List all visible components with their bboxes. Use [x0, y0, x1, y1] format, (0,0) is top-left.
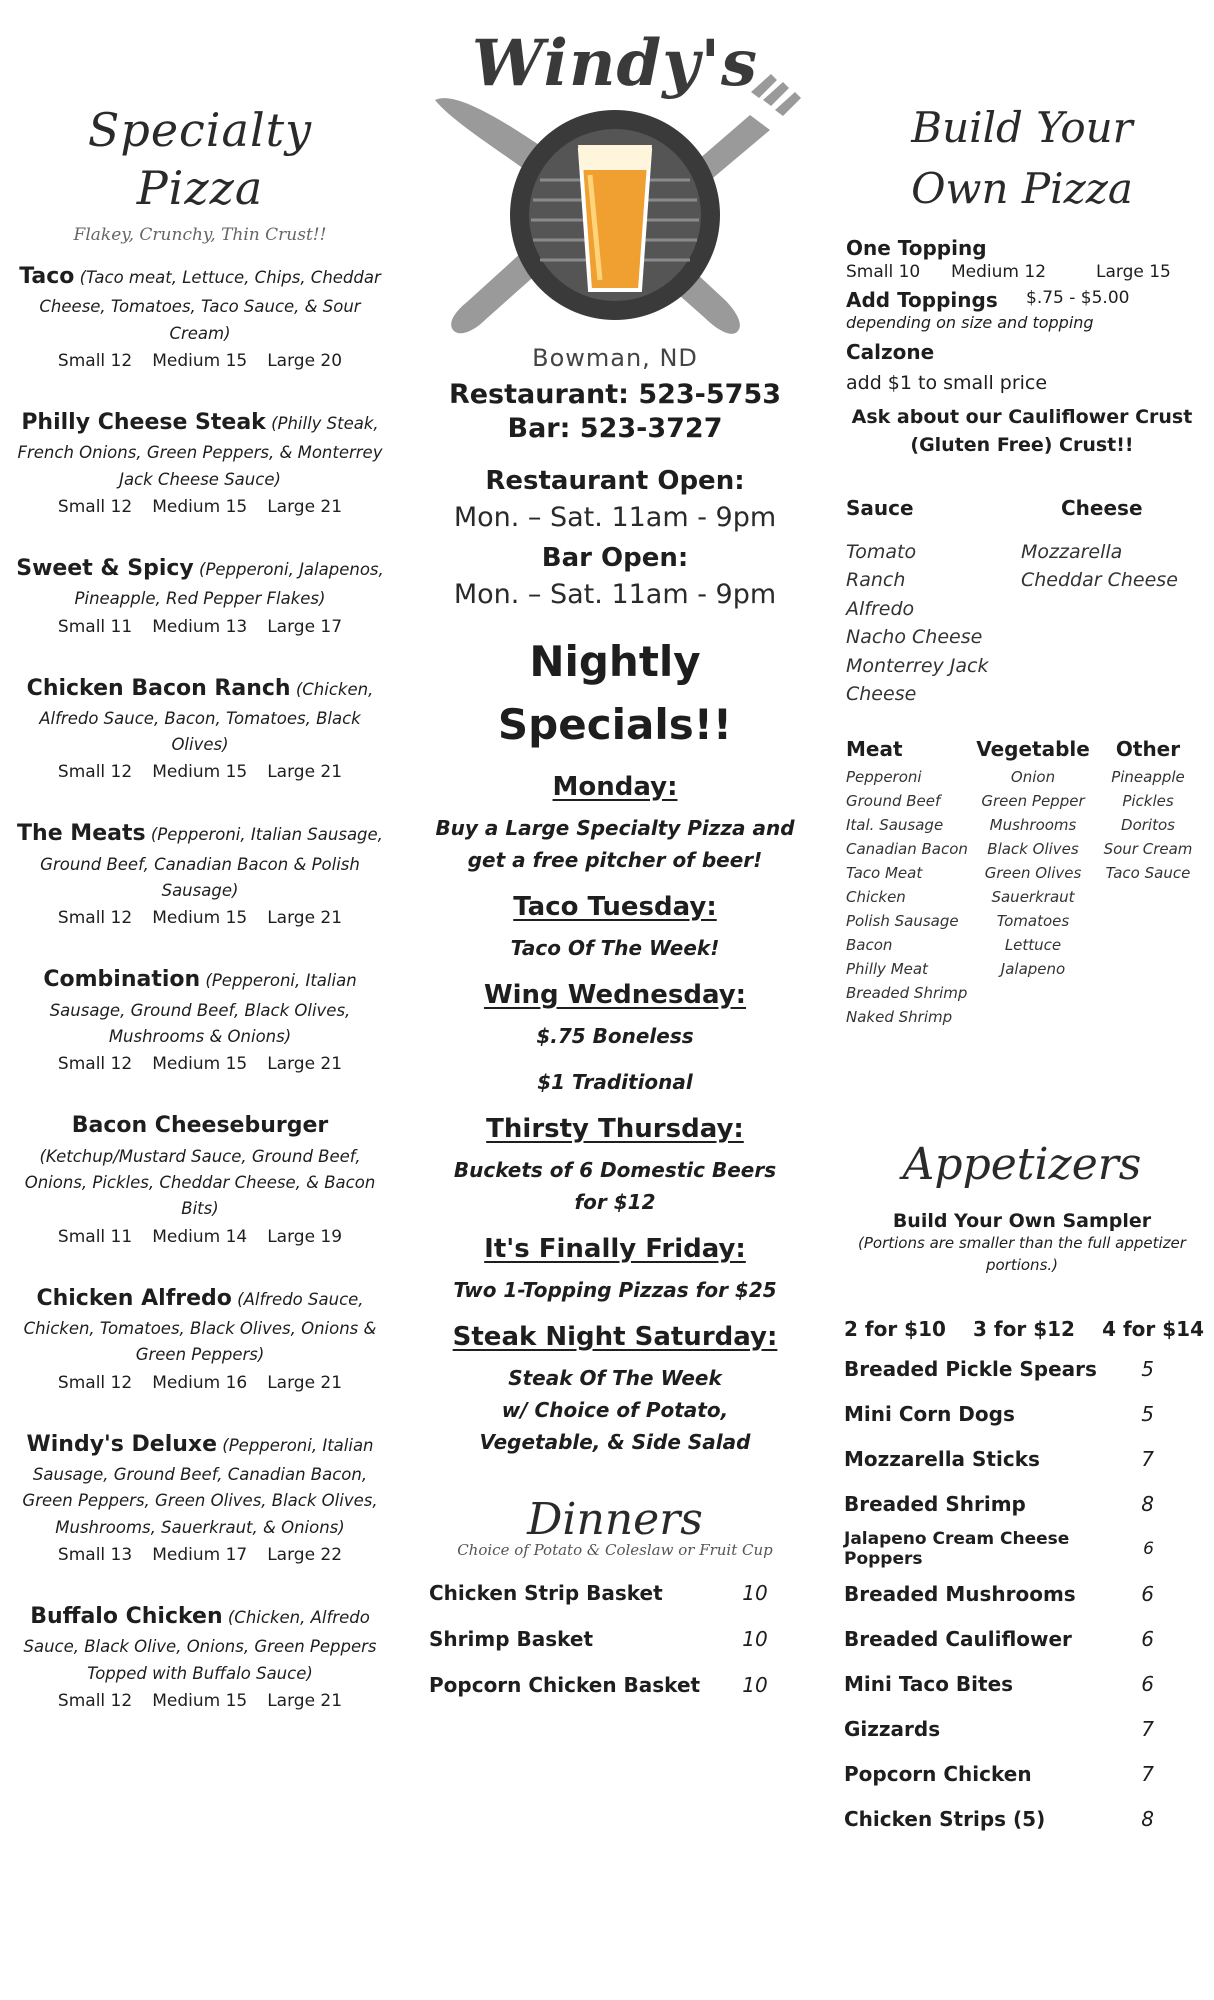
restaurant-hours-heading: Restaurant Open: [485, 465, 745, 496]
logo-name: Windy's [471, 26, 759, 101]
price-large: Large 21 [267, 1691, 343, 1712]
cauliflower-crust-note: Ask about our Cauliflower Crust (Gluten Free) Crust!! [851, 405, 1193, 457]
sauce-item: Monterrey Jack Cheese [846, 654, 989, 706]
appetizer-name: Popcorn Chicken [844, 1762, 1032, 1787]
vegetable-item: Jalapeno [1000, 959, 1066, 978]
price-large: Large 22 [267, 1545, 343, 1566]
special-day [415, 772, 815, 876]
price-medium: Medium 15 [152, 762, 248, 783]
dinner-name: Popcorn Chicken Basket [429, 1672, 701, 1697]
dinner-item [429, 1627, 785, 1651]
special-heading: Monday: [552, 771, 678, 802]
dinner-list [415, 1581, 815, 1697]
price-medium: Medium 15 [152, 1054, 248, 1075]
other-item: Taco Sauce [1105, 863, 1191, 882]
pizza-name: Buffalo Chicken [30, 1604, 223, 1630]
appetizer-price: 8 [1141, 1807, 1154, 1832]
pizza-prices [14, 497, 386, 517]
appetizer-name: Breaded Pickle Spears [844, 1357, 1097, 1382]
cheese-item: Cheddar Cheese [1021, 569, 1178, 592]
dinners-title: Dinners [527, 1493, 703, 1545]
sauce-item: Ranch [846, 569, 906, 592]
appetizer-item [830, 1347, 1214, 1392]
logo [415, 0, 815, 340]
cheese-item: Mozzarella [1021, 540, 1123, 563]
other-item: Doritos [1121, 815, 1175, 834]
price-small: Small 11 [57, 616, 133, 637]
sampler-heading: Build Your Own Sampler [892, 1209, 1152, 1232]
restaurant-phone: Restaurant: 523-5753 [448, 379, 782, 410]
appetizer-name: Chicken Strips (5) [844, 1807, 1046, 1832]
special-line: Buckets of 6 Domestic Beers [453, 1157, 777, 1182]
appetizer-name: Jalapeno Cream Cheese Poppers [844, 1529, 1070, 1570]
size-large: Large 15 [1096, 261, 1171, 282]
price-large: Large 21 [267, 1372, 343, 1393]
special-line: for $12 [574, 1189, 656, 1214]
calzone-heading: Calzone [846, 340, 935, 365]
special-text [415, 932, 815, 964]
specialty-title: Specialty Pizza [87, 103, 313, 215]
size-small: Small 10 [846, 261, 921, 282]
special-day [415, 892, 815, 964]
price-small: Small 12 [57, 1691, 133, 1712]
beer-glass-icon [578, 145, 652, 290]
dinner-item [429, 1581, 785, 1605]
dinner-price: 10 [742, 1626, 768, 1651]
meat-item: Taco Meat [846, 863, 923, 882]
dinners-note: Choice of Potato & Coleslaw or Fruit Cup [457, 1540, 773, 1559]
special-text [415, 812, 815, 876]
appetizer-name: Breaded Shrimp [844, 1492, 1026, 1517]
meat-list [846, 765, 968, 1029]
special-line: Two 1-Topping Pizzas for $25 [453, 1277, 777, 1302]
sauce-cheese-section [830, 496, 1214, 709]
restaurant-hours: Mon. – Sat. 11am - 9pm [453, 501, 777, 533]
pizza-item [0, 259, 400, 371]
price-medium: Medium 13 [152, 616, 248, 637]
price-medium: Medium 16 [152, 1372, 248, 1393]
appetizer-price: 6 [1143, 1539, 1154, 1560]
price-medium: Medium 14 [152, 1226, 248, 1247]
calzone-note: add $1 to small price [846, 372, 1048, 395]
price-large: Large 21 [267, 1054, 343, 1075]
special-line: Taco Of The Week! [510, 935, 720, 960]
pizza-prices [14, 1227, 386, 1247]
price-medium: Medium 15 [152, 350, 248, 371]
appetizer-price: 7 [1141, 1762, 1154, 1787]
dinner-price: 10 [742, 1672, 768, 1697]
appetizer-price: 6 [1141, 1672, 1154, 1697]
pizza-item [0, 1281, 400, 1393]
cheese-list [1021, 538, 1178, 595]
toppings-section [830, 737, 1214, 1029]
size-medium: Medium 12 [951, 261, 1047, 282]
pizza-name: Philly Cheese Steak [21, 409, 266, 435]
price-small: Small 12 [57, 350, 133, 371]
meat-item: Breaded Shrimp [846, 983, 968, 1002]
dinner-name: Chicken Strip Basket [429, 1580, 663, 1605]
deal-4: 4 for $14 [1102, 1316, 1204, 1341]
special-heading: Thirsty Thursday: [486, 1113, 744, 1144]
pizza-item [0, 962, 400, 1074]
meat-heading: Meat [846, 736, 903, 761]
special-line: Vegetable, & Side Salad [479, 1429, 751, 1454]
price-large: Large 21 [267, 908, 343, 929]
meat-item: Ground Beef [846, 791, 941, 810]
vegetable-item: Green Olives [984, 863, 1082, 882]
pizza-prices [14, 762, 386, 782]
special-text [415, 1274, 815, 1306]
pizza-description: (Pepperoni, Italian Sausage, Ground Beef, Black Olives, Mushrooms & Onions) [49, 971, 357, 1047]
appetizer-item [830, 1437, 1214, 1482]
cheese-column [1021, 496, 1178, 709]
center-section [415, 0, 815, 1697]
pizza-item [0, 1599, 400, 1711]
price-large: Large 21 [267, 762, 343, 783]
special-line: get a free pitcher of beer! [467, 847, 763, 872]
vegetable-item: Tomatoes [996, 911, 1070, 930]
pizza-description: (Pepperoni, Italian Sausage, Ground Beef, Canadian Bacon, Green Peppers, Green Olives, Black Olives, Mushrooms, Sauerkraut, & Onions) [22, 1435, 378, 1537]
other-item: Pineapple [1111, 767, 1185, 786]
special-day [415, 1322, 815, 1458]
pizza-description: (Pepperoni, Italian Sausage, Ground Beef, Canadian Bacon & Polish Sausage) [40, 825, 383, 901]
special-line: Steak Of The Week [508, 1365, 722, 1390]
pizza-description-block [14, 1108, 386, 1222]
add-toppings-price: $.75 - $5.00 [1026, 287, 1130, 308]
appetizer-price: 6 [1141, 1627, 1154, 1652]
pizza-prices [14, 351, 386, 371]
pizza-name: Taco [19, 264, 75, 289]
appetizer-price: 8 [1141, 1492, 1154, 1517]
special-line: Buy a Large Specialty Pizza and [435, 815, 795, 840]
vegetable-item: Onion [1010, 767, 1056, 786]
pizza-item [0, 1427, 400, 1565]
meat-column [846, 737, 968, 1029]
pizza-prices [14, 617, 386, 637]
pizza-prices [14, 1373, 386, 1393]
meat-item: Bacon [846, 935, 893, 954]
pizza-prices [14, 1054, 386, 1074]
appetizer-name: Mini Taco Bites [844, 1672, 1014, 1697]
special-day [415, 1114, 815, 1218]
price-large: Large 19 [267, 1226, 343, 1247]
vegetable-heading: Vegetable [976, 736, 1090, 761]
appetizer-item [830, 1392, 1214, 1437]
appetizer-name: Breaded Cauliflower [844, 1627, 1072, 1652]
one-topping-sizes [830, 262, 1214, 282]
sauce-heading: Sauce [846, 495, 914, 520]
appetizers-title: Appetizers [902, 1138, 1142, 1190]
meat-item: Pepperoni [846, 767, 922, 786]
right-section [830, 0, 1214, 1842]
other-list [1098, 765, 1198, 885]
pizza-prices [14, 908, 386, 928]
bar-hours-heading: Bar Open: [541, 542, 689, 573]
contact-info [415, 378, 815, 446]
dinner-price: 10 [742, 1580, 768, 1605]
pizza-description-block [14, 551, 386, 613]
pizza-description-block [14, 962, 386, 1050]
price-medium: Medium 15 [152, 496, 248, 517]
appetizer-item [830, 1527, 1214, 1572]
special-text [415, 1154, 815, 1218]
meat-item: Canadian Bacon [846, 839, 968, 858]
pizza-item [0, 405, 400, 517]
appetizer-item [830, 1707, 1214, 1752]
pizza-prices [14, 1545, 386, 1565]
meat-item: Naked Shrimp [846, 1007, 953, 1026]
pizza-item [0, 816, 400, 928]
price-large: Large 17 [267, 616, 343, 637]
price-medium: Medium 17 [152, 1545, 248, 1566]
pizza-list [0, 259, 400, 1711]
special-line: $1 Traditional [537, 1069, 693, 1094]
one-topping-heading: One Topping [846, 235, 987, 260]
add-toppings-heading: Add Toppings [846, 287, 998, 312]
dinner-name: Shrimp Basket [429, 1626, 594, 1651]
pizza-description: (Chicken, Alfredo Sauce, Bacon, Tomatoes, Black Olives) [39, 679, 374, 755]
pizza-description: (Chicken, Alfredo Sauce, Black Olive, Onions, Green Peppers Topped with Buffalo Sauce) [23, 1608, 377, 1683]
deal-2: 2 for $10 [844, 1316, 946, 1341]
appetizer-list [830, 1347, 1214, 1842]
other-column [1098, 737, 1198, 1029]
other-item: Pickles [1122, 791, 1174, 810]
appetizer-name: Mozzarella Sticks [844, 1447, 1040, 1472]
price-small: Small 12 [57, 762, 133, 783]
vegetable-column [968, 737, 1098, 1029]
sauce-list [846, 538, 1021, 709]
appetizer-name: Gizzards [844, 1717, 941, 1742]
dinner-item [429, 1673, 785, 1697]
appetizer-item [830, 1662, 1214, 1707]
pizza-description-block [14, 405, 386, 493]
vegetable-item: Mushrooms [989, 815, 1077, 834]
vegetable-item: Sauerkraut [991, 887, 1075, 906]
pizza-name: Combination [43, 967, 201, 993]
price-medium: Medium 15 [152, 1691, 248, 1712]
price-medium: Medium 15 [152, 908, 248, 929]
pizza-description: (Ketchup/Mustard Sauce, Ground Beef, Onions, Pickles, Cheddar Cheese, & Bacon Bits) [24, 1146, 376, 1219]
pizza-name: Chicken Alfredo [36, 1285, 232, 1311]
meat-item: Chicken [846, 887, 906, 906]
appetizer-name: Mini Corn Dogs [844, 1402, 1015, 1427]
appetizer-name: Breaded Mushrooms [844, 1582, 1076, 1607]
sauce-item: Nacho Cheese [846, 626, 983, 649]
special-text [415, 1020, 815, 1098]
specialty-pizza-section [0, 0, 400, 1745]
vegetable-list [968, 765, 1098, 981]
special-text [415, 1362, 815, 1458]
appetizer-price: 5 [1141, 1357, 1154, 1382]
cheese-heading: Cheese [1061, 495, 1143, 520]
pizza-name: Windy's Deluxe [26, 1431, 218, 1457]
price-small: Small 11 [57, 1226, 133, 1247]
specialty-subtitle: Flakey, Crunchy, Thin Crust!! [73, 225, 327, 245]
other-heading: Other [1115, 736, 1181, 761]
price-small: Small 12 [57, 496, 133, 517]
build-your-own-title: Build Your Own Pizza [911, 103, 1133, 213]
pizza-description: (Philly Steak, French Onions, Green Peppers, & Monterrey Jack Cheese Sauce) [17, 413, 383, 489]
special-line: w/ Choice of Potato, [501, 1397, 729, 1422]
meat-item: Ital. Sausage [846, 815, 944, 834]
vegetable-item: Lettuce [1004, 935, 1062, 954]
appetizer-price: 6 [1141, 1582, 1154, 1607]
price-small: Small 13 [57, 1545, 133, 1566]
pizza-prices [14, 1691, 386, 1711]
appetizer-item [830, 1572, 1214, 1617]
pizza-description-block [14, 816, 386, 904]
special-heading: It's Finally Friday: [484, 1233, 746, 1264]
pizza-description: (Alfredo Sauce, Chicken, Tomatoes, Black Olives, Onions & Green Peppers) [23, 1289, 377, 1365]
appetizer-price: 7 [1141, 1447, 1154, 1472]
special-day [415, 1234, 815, 1306]
appetizer-price: 5 [1141, 1402, 1154, 1427]
special-heading: Steak Night Saturday: [452, 1321, 778, 1352]
vegetable-item: Black Olives [987, 839, 1079, 858]
pizza-name: Bacon Cheeseburger [71, 1113, 329, 1139]
nightly-specials-title: Nightly Specials!! [497, 636, 733, 749]
pizza-description-block [14, 1599, 386, 1687]
pizza-description-block [14, 1281, 386, 1369]
sampler-deals [830, 1317, 1214, 1341]
meat-item: Polish Sausage [846, 911, 959, 930]
pizza-description: (Pepperoni, Jalapenos, Pineapple, Red Pepper Flakes) [74, 559, 384, 609]
bar-phone: Bar: 523-3727 [507, 412, 723, 444]
price-large: Large 20 [267, 350, 343, 371]
bar-hours: Mon. – Sat. 11am - 9pm [453, 578, 777, 610]
special-day [415, 980, 815, 1098]
deal-3: 3 for $12 [973, 1316, 1075, 1341]
specials-list [415, 772, 815, 1458]
logo-town: Bowman, ND [532, 344, 698, 372]
sampler-note: (Portions are smaller than the full appetizer portions.) [858, 1233, 1186, 1275]
pizza-name: Sweet & Spicy [16, 555, 194, 581]
special-heading: Taco Tuesday: [513, 891, 717, 922]
appetizer-price: 7 [1141, 1717, 1154, 1742]
pizza-item [0, 1108, 400, 1246]
add-toppings-note: depending on size and topping [846, 312, 1094, 332]
sauce-item: Alfredo [846, 597, 915, 620]
price-small: Small 12 [57, 1054, 133, 1075]
add-toppings-row [830, 288, 1214, 312]
price-small: Small 12 [57, 908, 133, 929]
pizza-name: The Meats [17, 821, 146, 847]
pizza-description-block [14, 259, 386, 347]
pizza-description-block [14, 1427, 386, 1541]
appetizer-item [830, 1482, 1214, 1527]
price-small: Small 12 [57, 1372, 133, 1393]
pizza-item [0, 671, 400, 783]
sauce-column [846, 496, 1021, 709]
pizza-name: Chicken Bacon Ranch [26, 675, 291, 701]
appetizer-item [830, 1797, 1214, 1842]
meat-item: Philly Meat [846, 959, 928, 978]
vegetable-item: Green Pepper [981, 791, 1085, 810]
pizza-item [0, 551, 400, 637]
sauce-item: Tomato [846, 540, 917, 563]
special-heading: Wing Wednesday: [483, 979, 747, 1010]
price-large: Large 21 [267, 496, 343, 517]
appetizer-item [830, 1752, 1214, 1797]
other-item: Sour Cream [1103, 839, 1193, 858]
special-line: $.75 Boneless [536, 1023, 694, 1048]
pizza-description-block [14, 671, 386, 759]
pizza-description: (Taco meat, Lettuce, Chips, Cheddar Cheese, Tomatoes, Taco Sauce, & Sour Cream) [39, 268, 381, 343]
appetizer-item [830, 1617, 1214, 1662]
